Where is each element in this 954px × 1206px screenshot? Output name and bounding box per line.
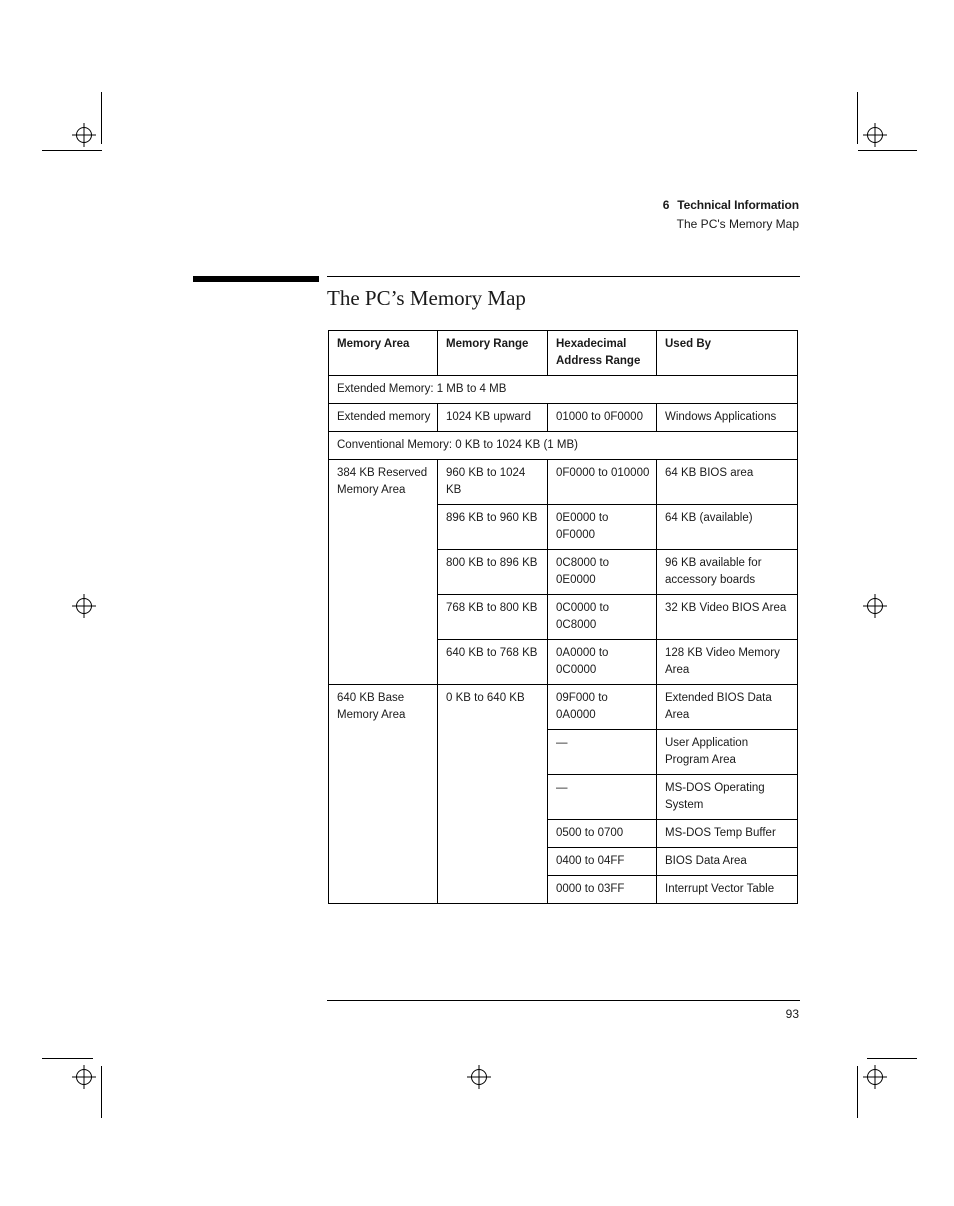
table-cell: Windows Applications (657, 404, 798, 432)
table-cell: 0E0000 to 0F0000 (548, 505, 657, 550)
table-cell: 1024 KB upward (438, 404, 548, 432)
table-row (329, 460, 798, 505)
table-cell: 960 KB to 1024 KB (438, 460, 548, 505)
table-cell: 64 KB BIOS area (657, 460, 798, 505)
running-head (663, 196, 799, 234)
column-header: Hexadecimal Address Range (548, 331, 657, 376)
table-cell: 0C8000 to 0E0000 (548, 550, 657, 595)
table-cell: 768 KB to 800 KB (438, 595, 548, 640)
table-cell: 0400 to 04FF (548, 848, 657, 876)
table-cell: — (548, 730, 657, 775)
registration-mark-icon (72, 123, 96, 147)
registration-mark-icon (863, 1065, 887, 1089)
table-cell: Extended memory (329, 404, 438, 432)
chapter-number: 6 (662, 198, 670, 212)
crop-mark (42, 1058, 93, 1059)
registration-mark-icon (72, 594, 96, 618)
column-header: Memory Range (438, 331, 548, 376)
crop-mark (101, 1066, 102, 1118)
title-rule (327, 276, 800, 277)
crop-mark (857, 1066, 858, 1118)
table-cell: — (548, 775, 657, 820)
table-row (329, 404, 798, 432)
table-section-row (329, 432, 798, 460)
table-cell: 0A0000 to 0C0000 (548, 640, 657, 685)
table-cell: User Application Program Area (657, 730, 798, 775)
crop-mark (101, 92, 102, 144)
table-cell: BIOS Data Area (657, 848, 798, 876)
table-cell: 32 KB Video BIOS Area (657, 595, 798, 640)
title-bar (193, 276, 319, 282)
table-cell: 896 KB to 960 KB (438, 505, 548, 550)
crop-mark (867, 1058, 917, 1059)
crop-mark (858, 150, 917, 151)
table-cell: Extended BIOS Data Area (657, 685, 798, 730)
footer-rule (327, 1000, 800, 1001)
crop-mark (857, 92, 858, 144)
section-heading: Conventional Memory: 0 KB to 1024 KB (1 MB) (329, 432, 798, 460)
chapter-title: Technical Information (677, 198, 799, 212)
table-section-row (329, 376, 798, 404)
registration-mark-icon (72, 1065, 96, 1089)
column-header: Memory Area (329, 331, 438, 376)
table-row (329, 685, 798, 730)
table-cell: 09F000 to 0A0000 (548, 685, 657, 730)
page-number: 93 (785, 1007, 799, 1021)
memory-range-cell: 0 KB to 640 KB (438, 685, 548, 904)
registration-mark-icon (467, 1065, 491, 1089)
table-cell: 640 KB to 768 KB (438, 640, 548, 685)
section-name: The PC's Memory Map (676, 217, 799, 231)
crop-mark (42, 150, 102, 151)
memory-area-cell: 384 KB Reserved Memory Area (329, 460, 438, 685)
table-cell: MS-DOS Temp Buffer (657, 820, 798, 848)
memory-map-table (328, 330, 798, 904)
memory-area-cell: 640 KB Base Memory Area (329, 685, 438, 904)
table-cell: MS-DOS Operating System (657, 775, 798, 820)
table-cell: 128 KB Video Memory Area (657, 640, 798, 685)
page-title: The PC’s Memory Map (327, 286, 526, 310)
table-cell: 0F0000 to 010000 (548, 460, 657, 505)
registration-mark-icon (863, 594, 887, 618)
registration-mark-icon (863, 123, 887, 147)
table-cell: 800 KB to 896 KB (438, 550, 548, 595)
table-header-row (329, 331, 798, 376)
table-cell: Interrupt Vector Table (657, 876, 798, 904)
table-cell: 01000 to 0F0000 (548, 404, 657, 432)
table-cell: 64 KB (available) (657, 505, 798, 550)
table-cell: 96 KB available for accessory boards (657, 550, 798, 595)
column-header: Used By (657, 331, 798, 376)
chapter-heading (663, 196, 799, 215)
table-cell: 0000 to 03FF (548, 876, 657, 904)
table-cell: 0500 to 0700 (548, 820, 657, 848)
section-heading: Extended Memory: 1 MB to 4 MB (329, 376, 798, 404)
table-cell: 0C0000 to 0C8000 (548, 595, 657, 640)
